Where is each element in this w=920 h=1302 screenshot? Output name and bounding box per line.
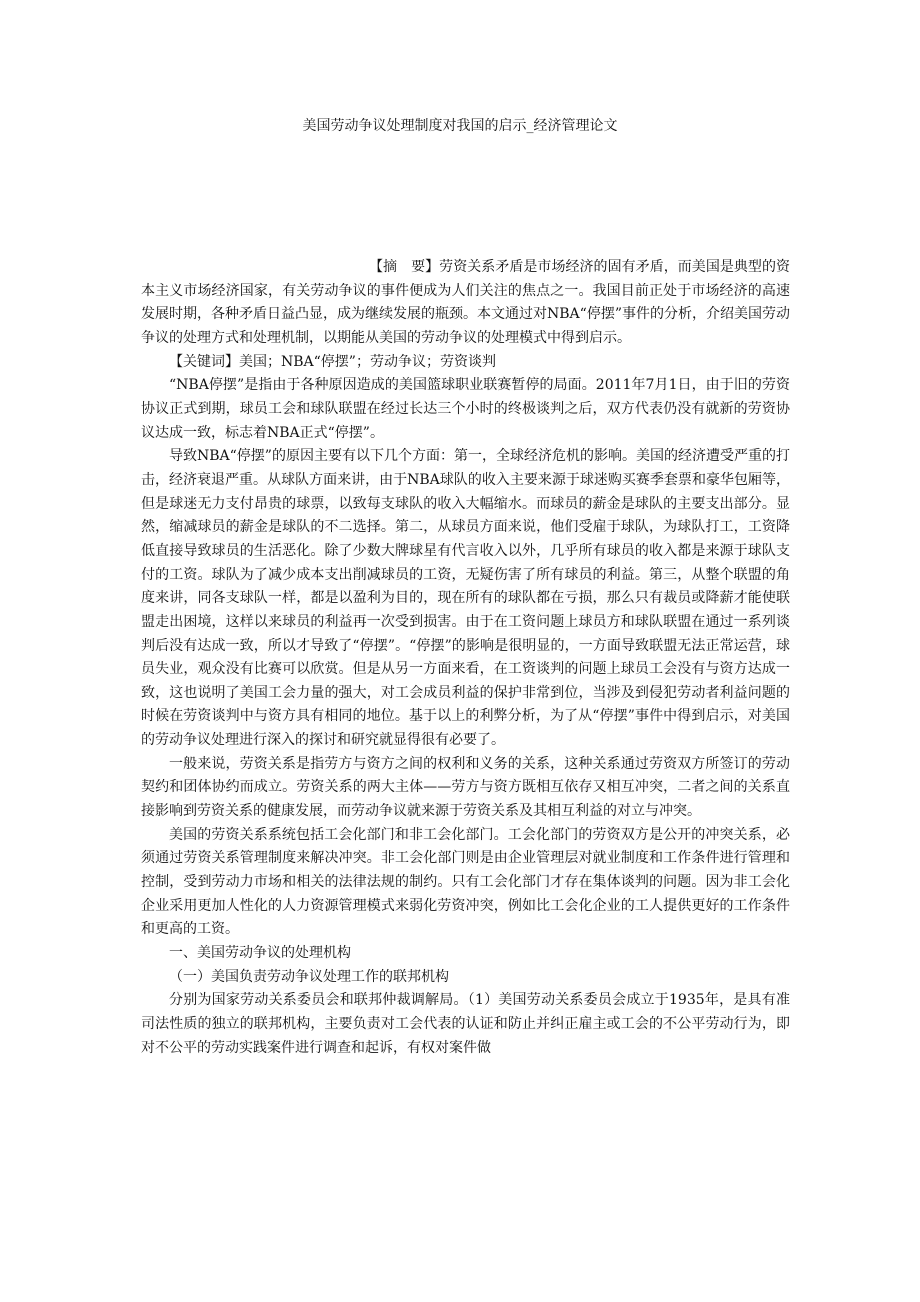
body-paragraph: 一般来说，劳资关系是指劳方与资方之间的权利和义务的关系，这种关系通过劳资双方所签订的劳动契约和团体协约而成立。劳资关系的两大主体——劳方与资方既相互依存又相互冲突，二者之间的关系直接影响到劳资关系的健康发展，而劳动争议就来源于劳资关系及其相互利益的对立与冲突。 xyxy=(141,755,790,820)
section-heading: 一、美国劳动争议的处理机构 xyxy=(169,945,351,962)
document-title: 美国劳动争议处理制度对我国的启示_经济管理论文 xyxy=(302,118,618,134)
body-paragraph: 美国的劳资关系系统包括工会化部门和非工会化部门。工会化部门的劳资双方是公开的冲突关系，必须通过劳资关系管理制度来解决冲突。非工会化部门则是由企业管理层对就业制度和工作条件进行管理和控制，受到劳动力市场和相关的法律法规的制约。只有工会化部门才存在集体谈判的问题。因为非工会化企业采用更加人性化的人力资源管理模式来弱化劳资冲突，例如比工会化企业的工人提供更好的工作条件和更高的工资。 xyxy=(141,826,790,938)
subsection-heading: （一）美国负责劳动争议处理工作的联邦机构 xyxy=(169,968,449,985)
abstract-paragraph: 【摘 要】劳资关系矛盾是市场经济的固有矛盾，而美国是典型的资本主义市场经济国家，有关劳动争议的事件便成为人们关注的焦点之一。我国目前正处于市场经济的高速发展时期，各种矛盾日益凸显，成为继续发展的瓶颈。本文通过对NBA“停摆”事件的分析，介绍美国劳动争议的处理方式和处理机制，以期能从美国的劳动争议的处理模式中得到启示。 xyxy=(141,259,790,346)
document-body xyxy=(141,256,790,1060)
keywords-line: 【关键词】美国；NBA“停摆”；劳动争议；劳资谈判 xyxy=(169,353,496,370)
body-paragraph: 导致NBA“停摆”的原因主要有以下几个方面：第一，全球经济危机的影响。美国的经济遭受严重的打击，经济衰退严重。从球队方面来讲，由于NBA球队的收入主要来源于球迷购买赛季套票和豪华包厢等，但是球迷无力支付昂贵的球票，以致每支球队的收入大幅缩水。而球员的薪金是球队的主要支出部分。显然，缩减球员的薪金是球队的不二选择。第二，从球员方面来说，他们受雇于球队，为球队打工，工资降低直接导致球员的生活恶化。除了少数大牌球星有代言收入以外，几乎所有球员的收入都是来源于球队支付的工资。球队为了减少成本支出削减球员的工资，无疑伤害了所有球员的利益。第三，从整个联盟的角度来讲，同各支球队一样，都是以盈利为目的，现在所有的球队都在亏损，那么只有裁员或降薪才能使联盟走出困境，这样以来球员的利益再一次受到损害。由于在工资问题上球员方和球队联盟在通过一系列谈判后没有达成一致，所以才导致了“停摆”。“停摆”的影响是很明显的，一方面导致联盟无法正常运营，球员失业，观众没有比赛可以欣赏。但是从另一方面来看，在工资谈判的问题上球员工会没有与资方达成一致，这也说明了美国工会力量的强大，对工会成员利益的保护非常到位，当涉及到侵犯劳动者利益问题的时候在劳资谈判中与资方具有相同的地位。基于以上的利弊分析，为了从“停摆”事件中得到启示，对美国的劳动争议处理进行深入的探讨和研究就显得很有必要了。 xyxy=(141,448,790,749)
body-paragraph: “NBA停摆”是指由于各种原因造成的美国篮球职业联赛暂停的局面。2011年7月1日，由于旧的劳资协议正式到期，球员工会和球队联盟在经过长达三个小时的终极谈判之后，双方代表仍没有就新的劳资协议达成一致，标志着NBA正式“停摆”。 xyxy=(141,377,790,441)
body-paragraph-last: 分别为国家劳动关系委员会和联邦仲裁调解局。（1）美国劳动关系委员会成立于1935年，是具有准司法性质的独立的联邦机构，主要负责对工会代表的认证和防止并纠正雇主或工会的不公平劳动行为，即对不公平的劳动实践案件进行调查和起诉，有权对案件做 xyxy=(141,992,790,1056)
